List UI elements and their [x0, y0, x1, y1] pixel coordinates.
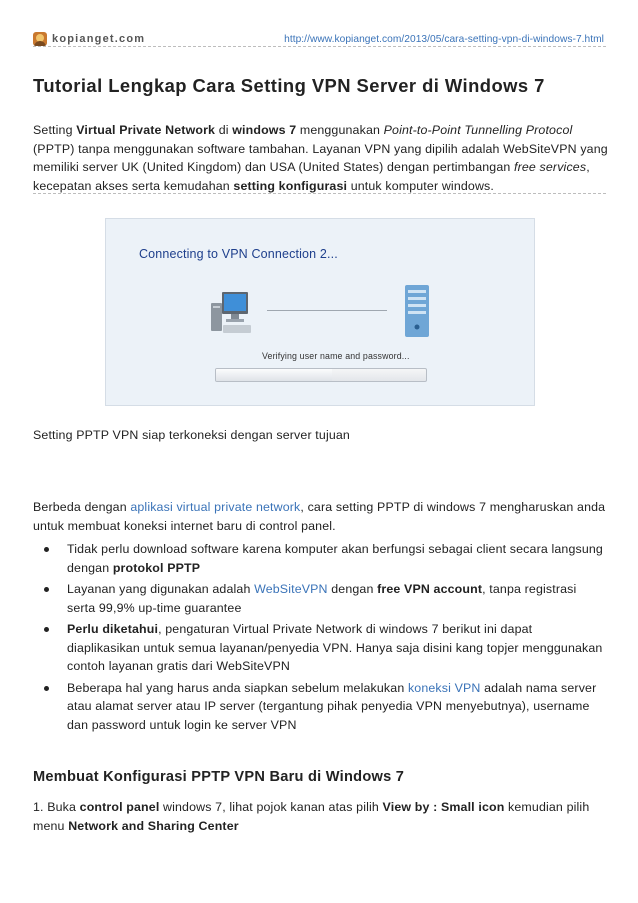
- link-aplikasi-vpn[interactable]: aplikasi virtual private network: [130, 500, 301, 514]
- intro-divider: [33, 193, 606, 194]
- connection-line: [267, 310, 387, 311]
- section-title: Membuat Konfigurasi PPTP VPN Baru di Windows 7: [33, 769, 405, 785]
- status-text: Verifying user name and password...: [262, 351, 410, 361]
- header-divider: [33, 46, 606, 47]
- progress-fill: [216, 369, 332, 381]
- intro-paragraph: Setting Virtual Private Network di windows 7 menggunakan Point-to-Point Tunnelling Protocol (PPTP) tanpa menggunakan software tambahan. Layanan VPN yang dipilih adalah WebSiteVPN yang memiliki server UK (United Kingdom) dan USA (United States) dengan pertimbangan free services, kecepatan akses serta kemudahan setting konfigurasi untuk komputer windows.: [33, 123, 608, 193]
- computer-icon: [209, 289, 254, 337]
- list-item: Layanan yang digunakan adalah WebSiteVPN dengan free VPN account, tanpa registrasi serta 99,9% up-time guarantee: [33, 580, 608, 617]
- vpn-connecting-screenshot: [105, 218, 535, 406]
- page-url-link[interactable]: http://www.kopianget.com/2013/05/cara-setting-vpn-di-windows-7.html: [284, 34, 604, 45]
- figure-caption: Setting PPTP VPN siap terkoneksi dengan server tujuan: [33, 428, 350, 442]
- paragraph-2: Berbeda dengan aplikasi virtual private network, cara setting PPTP di windows 7 mengharuskan anda untuk membuat koneksi internet baru di control panel.: [33, 500, 606, 533]
- article-title: Tutorial Lengkap Cara Setting VPN Server di Windows 7: [33, 75, 545, 96]
- page-header: [0, 0, 638, 76]
- dialog-title: Connecting to VPN Connection 2...: [139, 247, 338, 261]
- link-koneksi-vpn[interactable]: koneksi VPN: [407, 680, 481, 695]
- progress-bar: [215, 368, 427, 382]
- link-websitevpn[interactable]: WebSiteVPN: [254, 582, 328, 596]
- list-item: Beberapa hal yang harus anda siapkan sebelum melakukan koneksi VPN adalah nama server atau alamat server atau IP server (tergantung pihak penyedia VPN menyebutnya), username dan password untuk login ke server VPN: [33, 679, 608, 735]
- site-name[interactable]: kopianget.com: [52, 33, 146, 45]
- list-item: Tidak perlu download software karena komputer akan berfungsi sebagai client secara langsung dengan protokol PPTP: [33, 540, 608, 577]
- bullet-list: [33, 540, 608, 737]
- server-icon: [402, 283, 432, 339]
- list-item: Perlu diketahui, pengaturan Virtual Private Network di windows 7 berikut ini dapat diaplikasikan untuk semua layanan/penyedia VPN. Hanya saja disini kang topjer menggunakan contoh layanan gratis dari WebSiteVPN: [33, 620, 608, 676]
- site-logo-icon: [33, 32, 47, 46]
- step-1: 1. Buka control panel windows 7, lihat pojok kanan atas pilih View by : Small icon kemudian pilih menu Network and Sharing Center: [33, 800, 590, 833]
